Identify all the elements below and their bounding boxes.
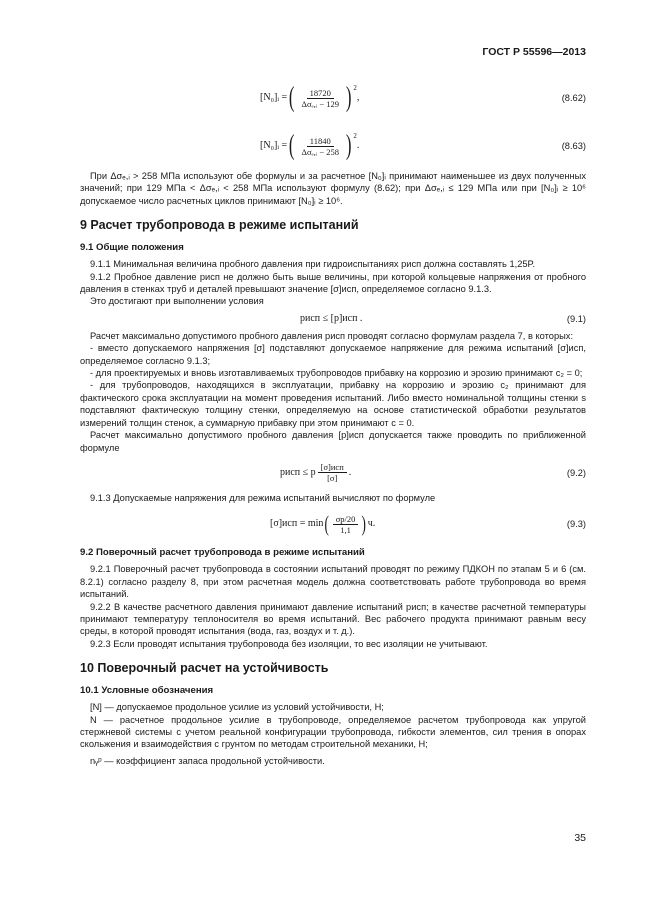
eq-lhs: [N₀]ᵢ = <box>260 139 288 151</box>
denominator: [σ] <box>327 473 338 484</box>
page-content <box>80 78 586 767</box>
paren-left: ( <box>324 511 330 537</box>
exponent: 2 <box>353 84 357 92</box>
equation-9-2 <box>80 458 586 488</box>
fraction <box>298 136 342 157</box>
paragraph: При Δσₑ,ᵢ > 258 МПа используют обе формулы и за расчетное [N₀]ᵢ принимают наименьшее из двух полученных значений; при 129 МПа < Δσₑ,ᵢ < 258 МПа используют формулу (8.62); при Δσₑ,ᵢ ≤ 129 МПа или при [N₀]ᵢ ≥ 10⁶ допускаемое число расчетных циклов принимают [N₀]ᵢ ≥ 10⁶. <box>80 171 586 206</box>
paren-right: ) <box>345 82 352 113</box>
paragraph: Расчет максимально допустимого пробного давления [p]исп допускается также проводить по приближенной формуле <box>80 430 586 453</box>
fraction <box>298 88 342 109</box>
eq-formula: pисп ≤ [p]исп . <box>300 312 363 324</box>
list-item: - для проектируемых и вновь изготавливаемых трубопроводов прибавку на коррозию и эрозию принимают c₂ = 0; <box>90 368 583 379</box>
equation-number: (9.2) <box>566 467 586 478</box>
denominator: Δσₑ,ᵢ − 258 <box>301 146 340 157</box>
paren-left: ( <box>289 130 295 161</box>
eq-lhs: [N₀]ᵢ = <box>260 91 288 103</box>
equation-number: (8.62) <box>561 92 586 103</box>
eq-lhs: pисп ≤ p <box>280 466 316 478</box>
eq-tail: , <box>356 91 360 103</box>
paragraph-9-1-1: 9.1.1 Минимальная величина пробного давления при гидроиспытаниях pисп должна составлять 1,25P. <box>90 259 536 270</box>
eq-tail: . <box>348 466 352 478</box>
numerator: [σ]исп <box>318 462 347 473</box>
exponent: 2 <box>353 132 357 140</box>
paragraph-9-1-2: 9.1.2 Пробное давление pисп не должно быть выше величины, при которой кольцевые напряжения от пробного давления в стенках труб и деталей превышают значение [σ]исп, определяемое согласно 9.1.3. <box>80 271 586 295</box>
paragraph-9-2-1: 9.2.1 Поверочный расчет трубопровода в состоянии испытаний проводят по режиму ПДКОН по этапам 5 и 6 (см. 8.2.1) согласно разделу 8, при этом расчетная модель должна соответствовать работе трубопровода во время испытаний. <box>80 564 586 600</box>
equation-9-3 <box>80 508 586 540</box>
section-10-title: 10 Поверочный расчет на устойчивость <box>80 661 329 676</box>
eq-lhs: [σ]исп = min <box>270 518 324 530</box>
fraction <box>318 462 347 483</box>
paren-right: ) <box>345 130 352 161</box>
subsection-9-1-title: 9.1 Общие положения <box>80 242 184 254</box>
paragraph: Это достигают при выполнении условия <box>90 296 264 307</box>
denominator: 1,1 <box>340 524 351 535</box>
list-item: - для трубопроводов, находящихся в эксплуатации, прибавку на коррозию и эрозию c₂ принимают для фактического срока эксплуатации на момент проведения испытаний. Либо вместо номинальной толщины стенки s подставляют фактическую толщину стенки, определяемую на основе статистической обработки результатов измерений толщин стенок, а суммарную прибавку при этом принимают c = 0. <box>80 380 586 428</box>
standard-header: ГОСТ Р 55596—2013 <box>482 46 586 58</box>
paren-right: ) <box>361 511 367 537</box>
paragraph-9-2-2: 9.2.2 В качестве расчетного давления принимают давление испытаний pисп; в качестве расчетной температуры принимают температуру теплоносителя во время испытаний. Вес рабочего продукта принимают равным весу среды, в которой проводят испытания (вода, газ, воздух и т. д.). <box>80 601 586 637</box>
fraction <box>333 514 359 535</box>
equation-8-63 <box>80 126 586 166</box>
definition: N — расчетное продольное усилие в трубопроводе, определяемое расчетом трубопровода как упругой стержневой системы с учетом реальной конфигурации трубопровода, гибкости элементов, сил трения в опорах скольжения и взаимодействия с грунтом по методам строительной механики, Н; <box>80 714 586 750</box>
equation-9-1 <box>80 308 586 330</box>
equation-8-62 <box>80 78 586 118</box>
paragraph: Расчет максимально допустимого пробного давления pисп проводят согласно формулам раздела 7, в которых: <box>90 330 574 341</box>
equation-number: (9.3) <box>566 519 586 530</box>
subsection-9-2-title: 9.2 Поверочный расчет трубопровода в режиме испытаний <box>80 547 365 559</box>
equation-number: (9.1) <box>566 313 586 324</box>
equation-number: (8.63) <box>561 140 586 151</box>
paragraph-9-2-3: 9.2.3 Если проводят испытания трубопровода без изоляции, то вес изоляции не учитывают. <box>90 638 488 649</box>
definition: [N] — допускаемое продольное усилие из условий устойчивости, Н; <box>90 702 384 713</box>
denominator: Δσₑ,ᵢ − 129 <box>301 98 340 109</box>
section-9-title: 9 Расчет трубопровода в режиме испытаний <box>80 218 359 233</box>
paren-left: ( <box>289 82 295 113</box>
numerator: 11840 <box>307 136 334 147</box>
numerator: σp/20 <box>333 514 359 525</box>
page-number: 35 <box>574 832 586 844</box>
paragraph-9-1-3: 9.1.3 Допускаемые напряжения для режима испытаний вычисляют по формуле <box>90 492 436 503</box>
eq-tail: . <box>356 139 360 151</box>
subsection-10-1-title: 10.1 Условные обозначения <box>80 685 214 697</box>
definition: nᵧᵖ — коэффициент запаса продольной устойчивости. <box>90 755 325 766</box>
numerator: 18720 <box>307 88 334 99</box>
list-item: - вместо допускаемого напряжения [σ] подставляют допускаемое напряжение для режима испытаний [σ]исп, определяемое согласно 9.1.3; <box>80 343 586 366</box>
eq-tail: ч. <box>367 518 376 530</box>
